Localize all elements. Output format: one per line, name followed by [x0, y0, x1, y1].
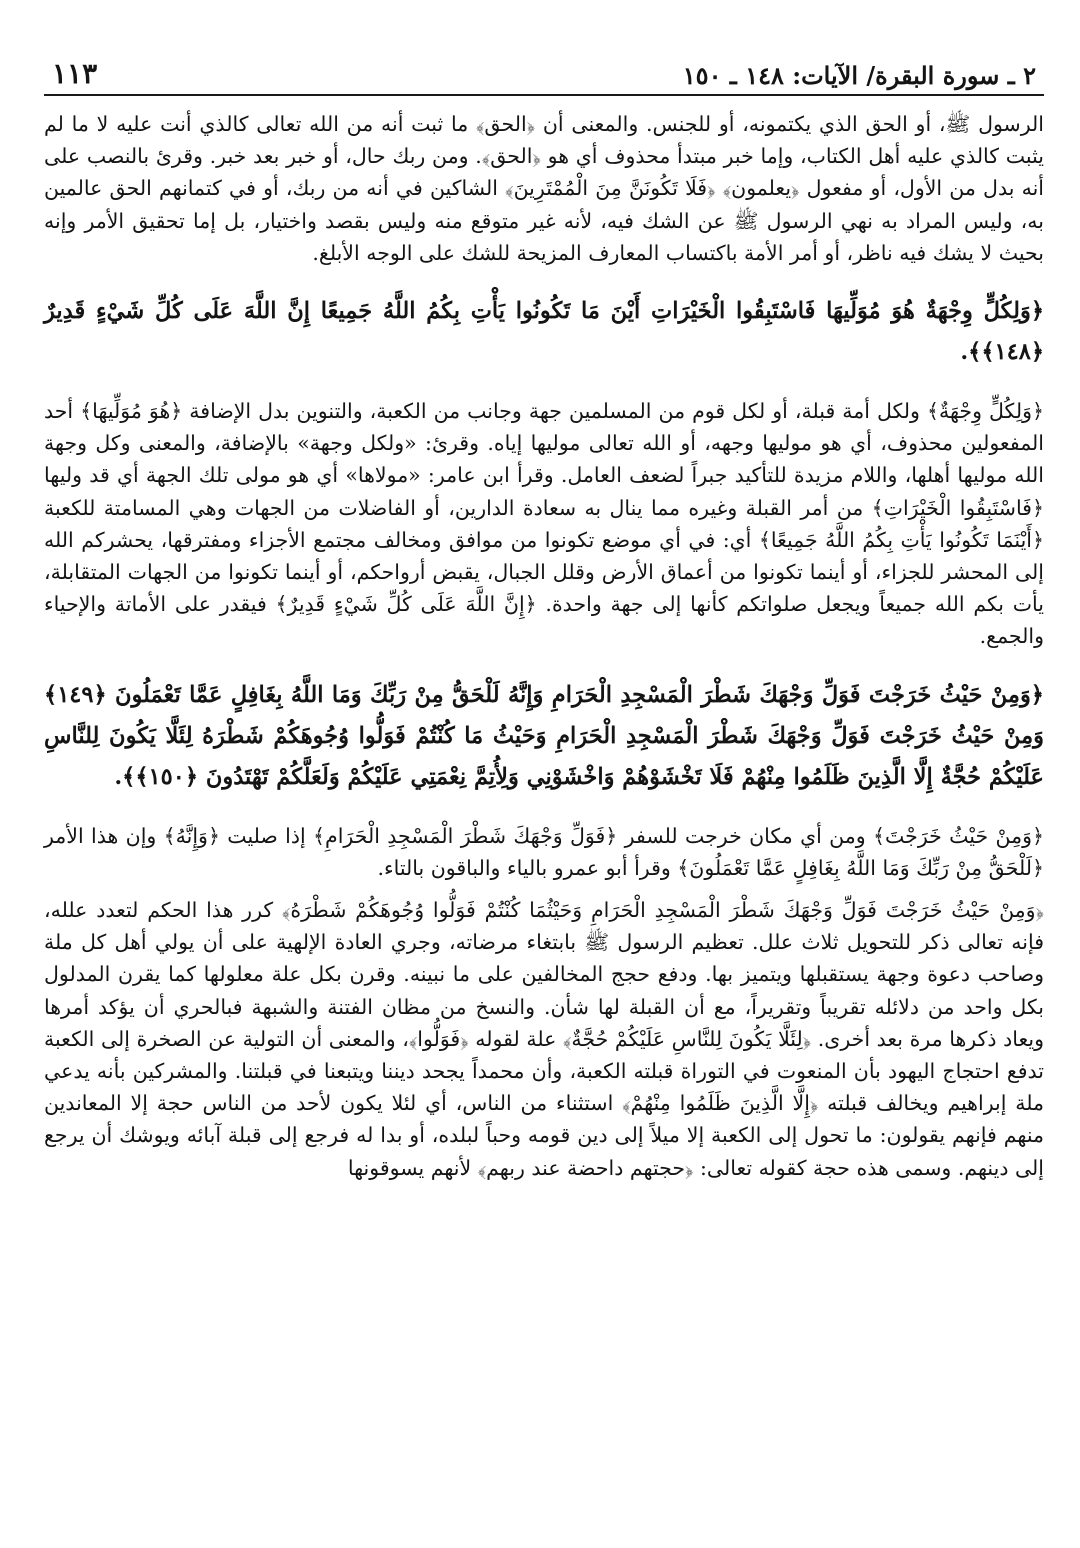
quran-verse-148: ﴿وَلِكُلٍّ وِجْهَةٌ هُوَ مُوَلِّيهَا فَاسْتَبِقُوا الْخَيْرَاتِ أَيْنَ مَا تَكُونُوا يَأْتِ بِكُمُ اللَّهُ جَمِيعًا إِنَّ اللَّهَ عَلَى كُلِّ شَيْءٍ قَدِيرٌ ﴿١٤٨﴾﴾. — [44, 298, 1044, 366]
page-number: ١١٣ — [52, 57, 98, 90]
commentary-paragraph: ﴿وَمِنْ حَيْثُ خَرَجْتَ﴾ ومن أي مكان خرجت للسفر ﴿فَوَلِّ وَجْهَكَ شَطْرَ الْمَسْجِدِ الْحَرَامِ﴾ إذا صليت ﴿وَإِنَّهُ﴾ وإن هذا الأمر ﴿لَلْحَقُّ مِنْ رَبِّكَ وَمَا اللَّهُ بِغَافِلٍ عَمَّا تَعْمَلُونَ﴾ وقرأ أبو عمرو بالياء والباقون بالتاء. — [44, 823, 1044, 880]
commentary-paragraph: ﴿وَمِنْ حَيْثُ خَرَجْتَ فَوَلِّ وَجْهَكَ شَطْرَ الْمَسْجِدِ الْحَرَامِ وَحَيْثُمَا كُنْتُمْ فَوَلُّوا وُجُوهَكُمْ شَطْرَهُ﴾ كرر هذا الحكم لتعدد علله، فإنه تعالى ذكر للتحويل ثلاث علل. تعظيم الرسول ﷺ بابتغاء مرضاته، وجري العادة الإلهية على أن يولي أهل كل ملة وصاحب دعوة وجهة يستقبلها ويتميز بها. ودفع حجج المخالفين على ما نبينه. وقرن بكل علة معلولها كما يقرن المدلول بكل واحد من دلائله تقريباً وتقريراً، مع أن القبلة لها شأن. والنسخ من مظان الفتنة والشبهة فبالحري أن يؤكد أمرها ويعاد ذكرها مرة بعد أخرى. ﴿لِئَلَّا يَكُونَ لِلنَّاسِ عَلَيْكُمْ حُجَّةٌ﴾ علة لقوله ﴿فَوَلُّوا﴾، والمعنى أن التولية عن الصخرة إلى الكعبة تدفع احتجاج اليهود بأن المنعوت في التوراة قبلته الكعبة، وأن محمداً يجحد ديننا ويتبعنا في قبلتنا. والمشركين بأنه يدعي ملة إبراهيم ويخالف قبلته ﴿إِلَّا الَّذِينَ ظَلَمُوا مِنْهُمْ﴾ استثناء من الناس، أي لئلا يكون لأحد من الناس حجة إلا المعاندين منهم فإنهم يقولون: ما تحول إلى الكعبة إلا ميلاً إلى دين قومه وحباً لبلده، أو بدا له فرجع إلى قبلة آبائه ويوشك أن يرجع إلى دينهم. وسمى هذه حجة كقوله تعالى: ﴿حجتهم داحضة عند ربهم﴾ لأنهم يسوقونها — [44, 898, 1044, 1180]
commentary-paragraph: ﴿وَلِكُلٍّ وِجْهَةٌ﴾ ولكل أمة قبلة، أو لكل قوم من المسلمين جهة وجانب من الكعبة، والتنوين بدل الإضافة ﴿هُوَ مُوَلِّيهَا﴾ أحد المفعولين محذوف، أي هو موليها وجهه، أو الله تعالى موليها إياه. وقرئ: «ولكل وجهة» بالإضافة، والمعنى وكل وجهة الله موليها أهلها، واللام مزيدة للتأكيد جبراً لضعف العامل. وقرأ ابن عامر: «مولاها» أي هو مولى تلك الجهة أي قد وليها ﴿فَاسْتَبِقُوا الْخَيْرَاتِ﴾ من أمر القبلة وغيره مما ينال به سعادة الدارين، أو الفاضلات من الجهات وهي المسامتة للكعبة ﴿أَيْنَمَا تَكُونُوا يَأْتِ بِكُمُ اللَّهُ جَمِيعًا﴾ أي: في أي موضع تكونوا من موافق ومخالف مجتمع الأجزاء ومفترقها، يحشركم الله إلى المحشر للجزاء، أو أينما تكونوا من أعماق الأرض وقلل الجبال، يقبض أرواحكم، أو أينما تكونوا من الجهات المتقابلة، يأت بكم الله جميعاً ويجعل صلواتكم كأنها إلى جهة واحدة. ﴿إِنَّ اللَّهَ عَلَى كُلِّ شَيْءٍ قَدِيرٌ﴾ فيقدر على الأماتة والإحياء والجمع. — [44, 399, 1044, 649]
book-page — [44, 48, 1044, 1518]
page-header — [44, 48, 1044, 96]
commentary-paragraph: الرسول ﷺ، أو الحق الذي يكتمونه، أو للجنس. والمعنى أن ﴿الحق﴾ ما ثبت أنه من الله تعالى كالذي أنت عليه لا ما لم يثبت كالذي عليه أهل الكتاب، وإما خبر مبتدأ محذوف أي هو ﴿الحق﴾. ومن ربك حال، أو خبر بعد خبر. وقرئ بالنصب على أنه بدل من الأول، أو مفعول ﴿يعلمون﴾ ﴿فَلَا تَكُونَنَّ مِنَ الْمُمْتَرِينَ﴾ الشاكين في أنه من ربك، أو في كتمانهم الحق عالمين به، وليس المراد به نهي الرسول ﷺ عن الشك فيه، لأنه غير متوقع منه وليس بقصد واختيار، بل إما تحقيق الأمر وإنه بحيث لا يشك فيه ناظر، أو أمر الأمة باكتساب المعارف المزيحة للشك على الوجه الأبلغ. — [44, 112, 1044, 265]
quran-verses-149-150: ﴿وَمِنْ حَيْثُ خَرَجْتَ فَوَلِّ وَجْهَكَ شَطْرَ الْمَسْجِدِ الْحَرَامِ وَإِنَّهُ لَلْحَقُّ مِنْ رَبِّكَ وَمَا اللَّهُ بِغَافِلٍ عَمَّا تَعْمَلُونَ ﴿١٤٩﴾ وَمِنْ حَيْثُ خَرَجْتَ فَوَلِّ وَجْهَكَ شَطْرَ الْمَسْجِدِ الْحَرَامِ وَحَيْثُ مَا كُنْتُمْ فَوَلُّوا وُجُوهَكُمْ شَطْرَهُ لِئَلَّا يَكُونَ لِلنَّاسِ عَلَيْكُمْ حُجَّةٌ إِلَّا الَّذِينَ ظَلَمُوا مِنْهُمْ فَلَا تَخْشَوْهُمْ وَاخْشَوْنِي وَلِأُتِمَّ نِعْمَتِي عَلَيْكُمْ وَلَعَلَّكُمْ تَهْتَدُونَ ﴿١٥٠﴾﴾. — [44, 681, 1044, 790]
page-body — [44, 108, 1044, 1184]
running-title: ٢ ـ سورة البقرة/ الآيات: ١٤٨ ـ ١٥٠ — [682, 61, 1036, 90]
